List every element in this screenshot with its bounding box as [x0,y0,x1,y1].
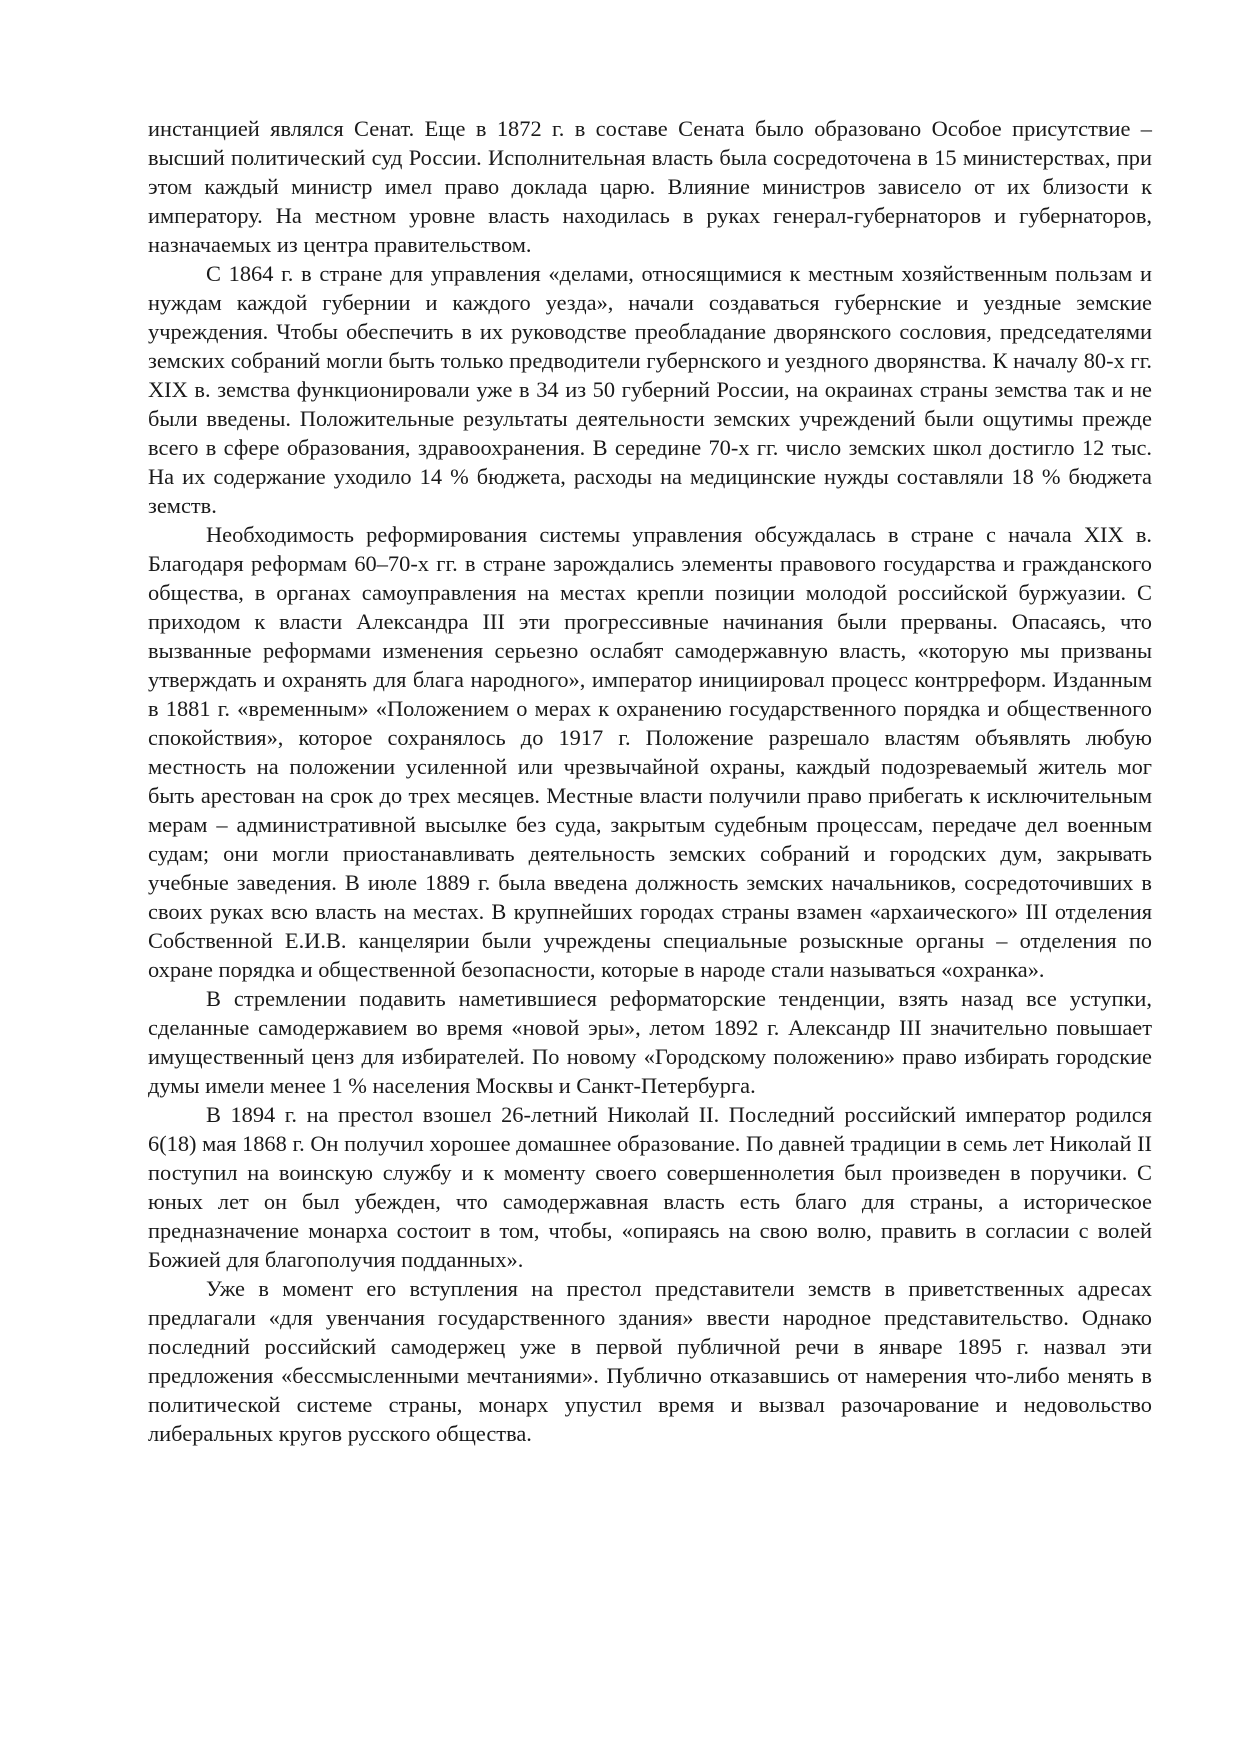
paragraph: инстанцией являлся Сенат. Еще в 1872 г. в составе Сената было образовано Особое присутствие – высший политический суд России. Исполнительная власть была сосредоточена в 15 министерствах, при этом каждый министр имел право доклада царю. Влияние министров зависело от их близости к императору. На местном уровне власть находилась в руках генерал-губернаторов и губернаторов, назначаемых из центра правительством. [148,116,1152,257]
paragraph: С 1864 г. в стране для управления «делами, относящимися к местным хозяйственным пользам и нуждам каждой губернии и каждого уезда», начали создаваться губернские и уездные земские учреждения. Чтобы обеспечить в их руководстве преобладание дворянского сословия, председателями земских собраний могли быть только предводители губернского и уездного дворянства. К началу 80-х гг. XIX в. земства функционировали уже в 34 из 50 губерний России, на окраинах страны земства так и не были введены. Положительные результаты деятельности земских учреждений были ощутимы прежде всего в сфере образования, здравоохранения. В середине 70-х гг. число земских школ достигло 12 тыс. На их содержание уходило 14 % бюджета, расходы на медицинские нужды составляли 18 % бюджета земств. [148,261,1152,518]
paragraph: Уже в момент его вступления на престол представители земств в приветственных адресах предлагали «для увенчания государственного здания» ввести народное представительство. Однако последний российский самодержец уже в первой публичной речи в январе 1895 г. назвал эти предложения «бессмысленными мечтаниями». Публично отказавшись от намерения что-либо менять в политической системе страны, монарх упустил время и вызвал разочарование и недовольство либеральных кругов русского общества. [148,1276,1152,1446]
paragraph: В стремлении подавить наметившиеся реформаторские тенденции, взять назад все уступки, сделанные самодержавием во время «новой эры», летом 1892 г. Александр III значительно повышает имущественный ценз для избирателей. По новому «Городскому положению» право избирать городские думы имели менее 1 % населения Москвы и Санкт-Петербурга. [148,986,1152,1098]
paragraph: Необходимость реформирования системы управления обсуждалась в стране с начала XIX в. Благодаря реформам 60–70-х гг. в стране зарождались элементы правового государства и гражданского общества, в органах самоуправления на местах крепли позиции молодой российской буржуазии. С приходом к власти Александра III эти прогрессивные начинания были прерваны. Опасаясь, что вызванные реформами изменения серьезно ослабят самодержавную власть, «которую мы призваны утверждать и охранять для блага народного», император инициировал процесс контрреформ. Изданным в 1881 г. «временным» «Положением о мерах к охранению государственного порядка и общественного спокойствия», которое сохранялось до 1917 г. Положение разрешало властям объявлять любую местность на положении усиленной или чрезвычайной охраны, каждый подозреваемый житель мог быть арестован на срок до трех месяцев. Местные власти получили право прибегать к исключительным мерам – административной высылке без суда, закрытым судебным процессам, передаче дел военным судам; они могли приостанавливать деятельность земских собраний и городских дум, закрывать учебные заведения. В июле 1889 г. была введена должность земских начальников, сосредоточивших в своих руках всю власть на местах. В крупнейших городах страны взамен «архаического» III отделения Собственной Е.И.В. канцелярии были учреждены специальные розыскные органы – отделения по охране порядка и общественной безопасности, которые в народе стали называться «охранка». [148,522,1152,982]
paragraph: В 1894 г. на престол взошел 26-летний Николай II. Последний российский император родился 6(18) мая 1868 г. Он получил хорошее домашнее образование. По давней традиции в семь лет Николай II поступил на воинскую службу и к моменту своего совершеннолетия был произведен в поручики. С юных лет он был убежден, что самодержавная власть есть благо для страны, а историческое предназначение монарха состоит в том, чтобы, «опираясь на свою волю, править в согласии с волей Божией для благополучия подданных». [148,1102,1152,1272]
document-page [148,114,1152,1448]
